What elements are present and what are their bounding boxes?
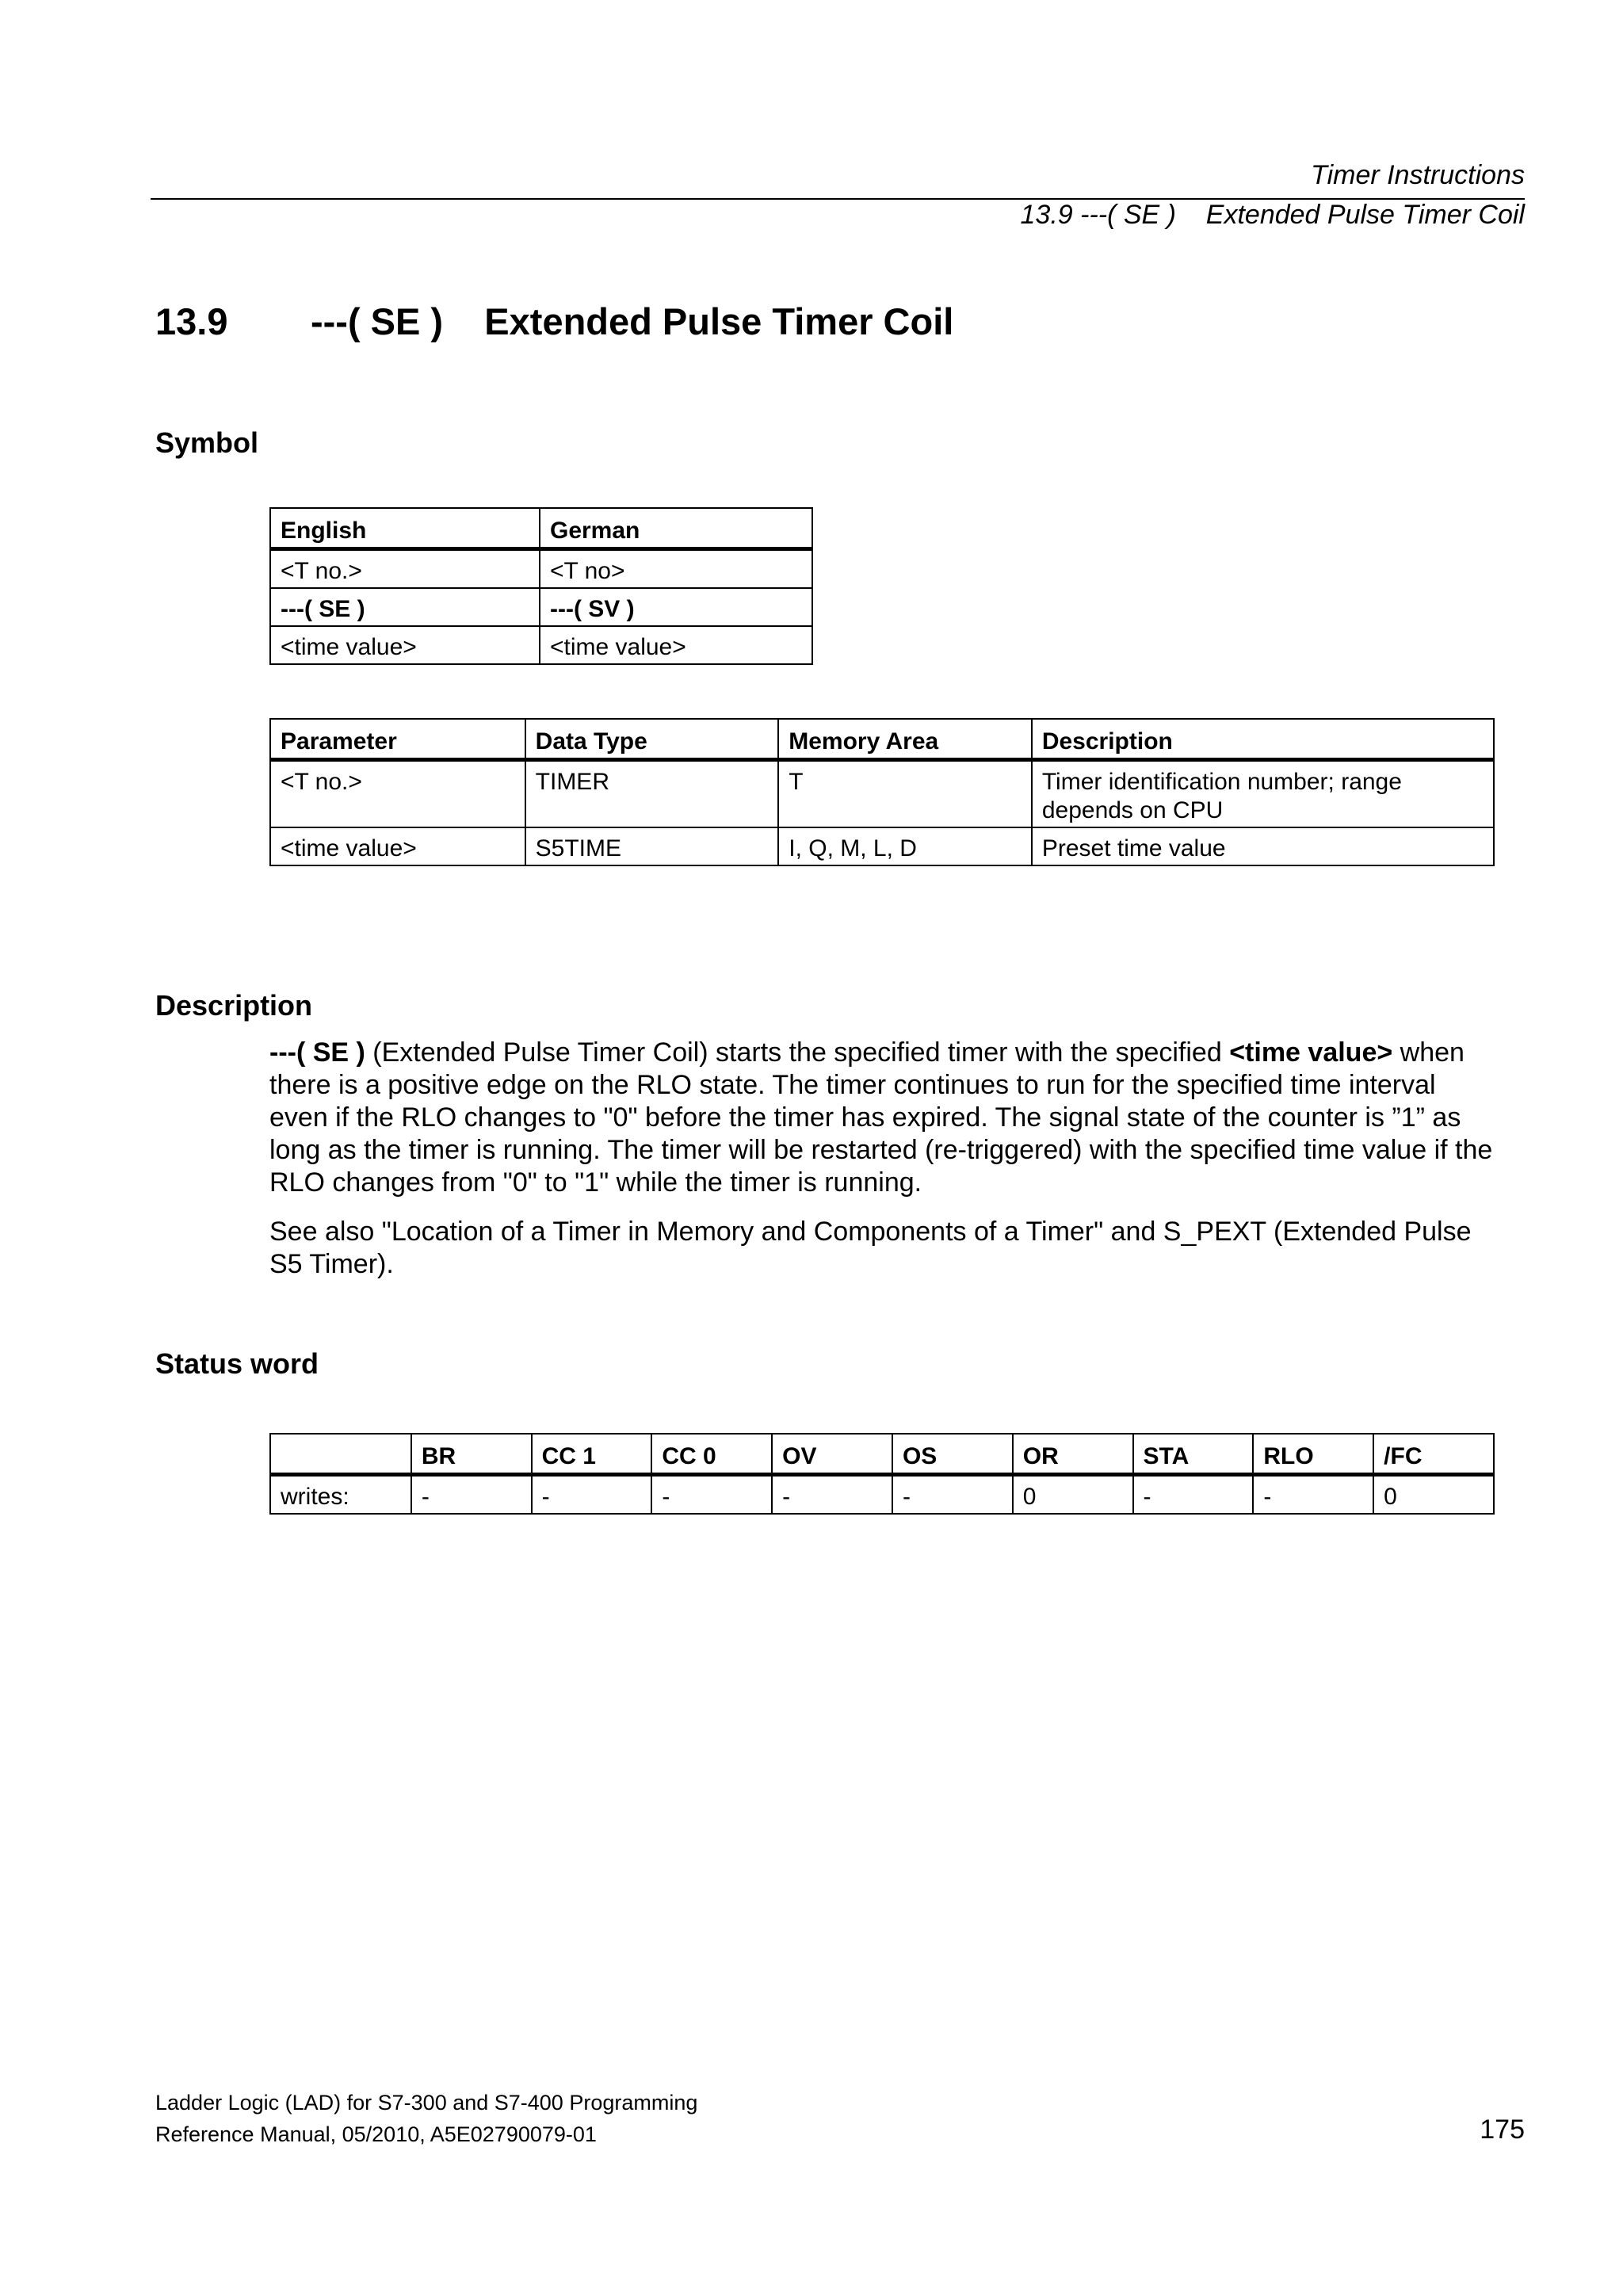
column-header: CC 0 bbox=[651, 1434, 772, 1475]
description-paragraph-2: See also "Location of a Timer in Memory and Components of a Timer" and S_PEXT (Extended Pulse S5 Timer). bbox=[269, 1217, 1472, 1279]
footer-line: Reference Manual, 05/2010, A5E02790079-01 bbox=[155, 2122, 597, 2146]
section-title: ---( SE ) Extended Pulse Timer Coil bbox=[311, 300, 954, 342]
table-cell: 0 bbox=[1013, 1475, 1133, 1515]
table-row bbox=[270, 760, 1494, 828]
table-cell: 0 bbox=[1373, 1475, 1494, 1515]
table-cell: ---( SE ) bbox=[270, 588, 540, 626]
table-row bbox=[270, 1475, 1494, 1515]
table-cell: - bbox=[892, 1475, 1013, 1515]
footer-line: Ladder Logic (LAD) for S7-300 and S7-400 Programming bbox=[155, 2091, 698, 2115]
inline-code-se: ---( SE ) bbox=[269, 1037, 365, 1068]
table-cell: - bbox=[1253, 1475, 1373, 1515]
table-cell: ---( SV ) bbox=[540, 588, 812, 626]
table-header-row bbox=[270, 508, 812, 549]
column-header: German bbox=[540, 508, 812, 549]
table-cell: <T no> bbox=[540, 549, 812, 589]
table-cell: I, Q, M, L, D bbox=[778, 827, 1032, 865]
description-heading: Description bbox=[155, 989, 313, 1022]
table-cell: - bbox=[651, 1475, 772, 1515]
status-word-heading: Status word bbox=[155, 1347, 319, 1380]
table-header-row bbox=[270, 1434, 1494, 1475]
column-header: Parameter bbox=[270, 719, 525, 760]
column-header: Description bbox=[1032, 719, 1494, 760]
table-cell: Preset time value bbox=[1032, 827, 1494, 865]
table-cell: T bbox=[778, 760, 1032, 828]
column-header: English bbox=[270, 508, 540, 549]
paragraph-text: (Extended Pulse Timer Coil) starts the specified timer with the specified bbox=[365, 1037, 1230, 1068]
table-cell: - bbox=[1133, 1475, 1254, 1515]
column-header: STA bbox=[1133, 1434, 1254, 1475]
symbol-table bbox=[269, 507, 813, 665]
table-cell: Timer identification number; range depends on CPU bbox=[1032, 760, 1494, 828]
column-header bbox=[270, 1434, 411, 1475]
column-header: OR bbox=[1013, 1434, 1133, 1475]
description-paragraph-1 bbox=[269, 1037, 1498, 1199]
table-row bbox=[270, 626, 812, 664]
column-header: CC 1 bbox=[532, 1434, 652, 1475]
table-cell: - bbox=[772, 1475, 892, 1515]
table-header-row bbox=[270, 719, 1494, 760]
running-header-chapter: Timer Instructions bbox=[1311, 160, 1525, 190]
table-row bbox=[270, 549, 812, 589]
inline-code-time-value: <time value> bbox=[1229, 1037, 1393, 1068]
table-cell: writes: bbox=[270, 1475, 411, 1515]
table-cell: - bbox=[411, 1475, 532, 1515]
column-header: OS bbox=[892, 1434, 1013, 1475]
footer-manual-info bbox=[155, 2087, 697, 2150]
column-header: Data Type bbox=[525, 719, 779, 760]
table-cell: <T no.> bbox=[270, 549, 540, 589]
table-cell: <time value> bbox=[540, 626, 812, 664]
table-cell: S5TIME bbox=[525, 827, 779, 865]
table-cell: TIMER bbox=[525, 760, 779, 828]
status-word-table bbox=[269, 1433, 1495, 1515]
symbol-heading: Symbol bbox=[155, 426, 259, 459]
column-header: BR bbox=[411, 1434, 532, 1475]
running-header-section: 13.9 ---( SE ) Extended Pulse Timer Coil bbox=[1020, 200, 1525, 230]
table-row bbox=[270, 827, 1494, 865]
parameter-table bbox=[269, 718, 1495, 866]
table-cell: <time value> bbox=[270, 626, 540, 664]
column-header: RLO bbox=[1253, 1434, 1373, 1475]
page-number: 175 bbox=[1480, 2115, 1525, 2145]
table-cell: <T no.> bbox=[270, 760, 525, 828]
paragraph-text: when there is a positive edge on the RLO state. The timer continues to run for the specified time interval even if the RLO changes to "0" before the timer has expired. The signal state of the counter is ”1” as long as the timer is running. The timer will be restarted (re-triggered) with the specified time value if the RLO changes from "0" to "1" while the timer is running. bbox=[269, 1037, 1493, 1198]
section-number: 13.9 bbox=[155, 300, 228, 342]
table-cell: - bbox=[532, 1475, 652, 1515]
column-header: OV bbox=[772, 1434, 892, 1475]
column-header: /FC bbox=[1373, 1434, 1494, 1475]
table-row bbox=[270, 588, 812, 626]
table-cell: <time value> bbox=[270, 827, 525, 865]
column-header: Memory Area bbox=[778, 719, 1032, 760]
